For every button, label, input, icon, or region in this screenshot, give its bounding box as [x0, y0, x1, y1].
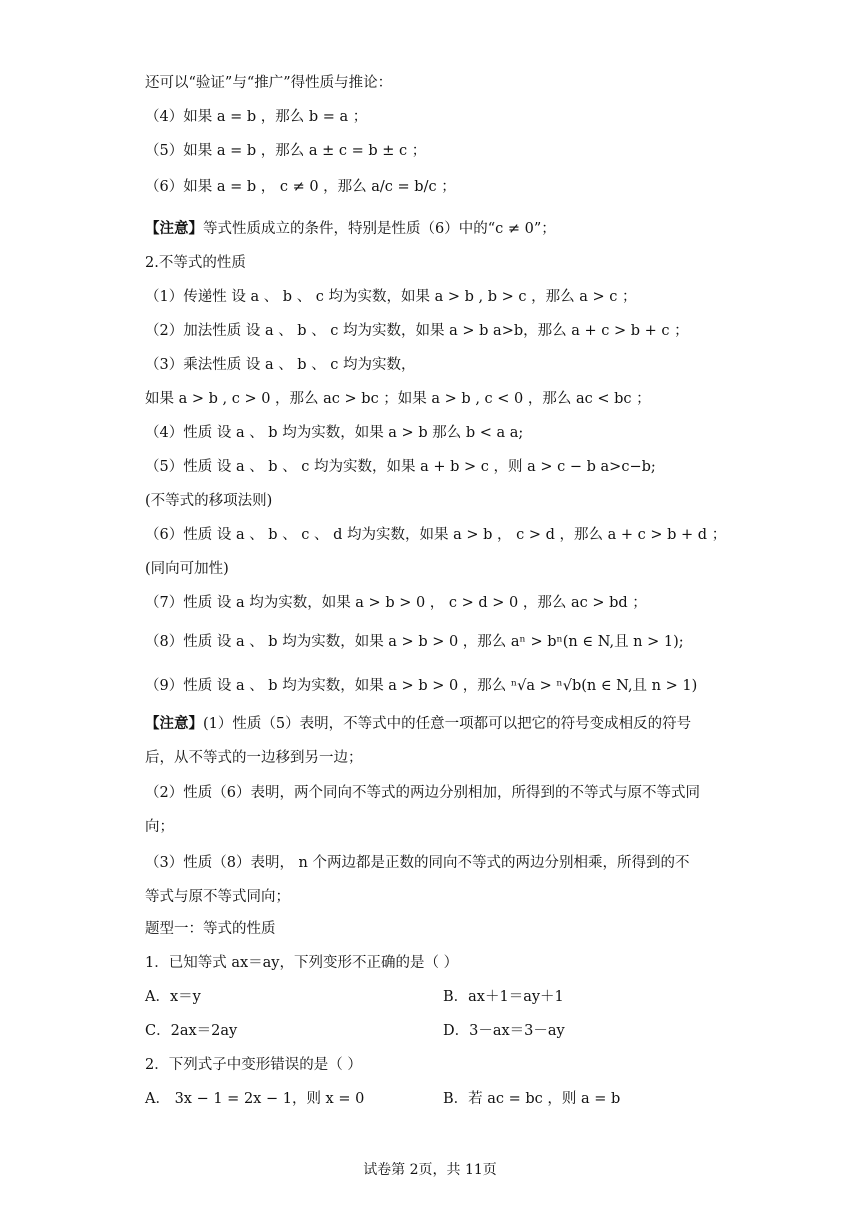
note-2-line-5: （3）性质（8）表明， n 个两边都是正数的同向不等式的两边分别相乘，所得到的不: [145, 855, 690, 871]
page-footer: 试卷第 2页，共 11页: [363, 1162, 497, 1178]
ineq-property-8: （8）性质 设 a 、 b 均为实数，如果 a > b > 0 ，那么 aⁿ > bⁿ(n ∈ N,且 n > 1);: [145, 634, 684, 650]
question-2-option-b: B．若 ac = bc ，则 a = b: [443, 1091, 621, 1107]
note-2-line-4: 向；: [145, 819, 174, 835]
note-1: [145, 219, 556, 239]
ineq-property-1: （1）传递性 设 a 、 b 、 c 均为实数，如果 a > b , b > c ，那么 a > c ；: [145, 289, 637, 305]
ineq-property-7: （7）性质 设 a 均为实数，如果 a > b > 0 ， c > d > 0 ，那么 ac > bd ；: [145, 595, 647, 611]
question-1-option-a: A．x＝y: [145, 989, 201, 1005]
ineq-property-3-detail: 如果 a > b , c > 0 ，那么 ac > bc ；如果 a > b , c < 0 ，那么 ac < bc ；: [145, 391, 651, 407]
question-type-heading: 题型一：等式的性质: [145, 921, 276, 937]
question-2: 2．下列式子中变形错误的是（ ）: [145, 1057, 362, 1073]
ineq-property-9: （9）性质 设 a 、 b 均为实数，如果 a > b > 0 ，那么 ⁿ√a > ⁿ√b(n ∈ N,且 n > 1): [145, 678, 698, 694]
note-1-tag: 【注意】: [145, 220, 203, 237]
ineq-property-5-note: (不等式的移项法则): [145, 493, 273, 509]
intro-line: 还可以“验证”与“推广”得性质与推论：: [145, 75, 393, 91]
note-2-tag: 【注意】: [145, 715, 203, 732]
question-1-option-d: D．3－ax＝3－ay: [443, 1023, 565, 1039]
note-2-line-6: 等式与原不等式同向；: [145, 889, 290, 905]
ineq-property-5: （5）性质 设 a 、 b 、 c 均为实数，如果 a + b > c ，则 a > c − b a>c−b;: [145, 459, 656, 475]
ineq-property-6-note: (同向可加性): [145, 561, 229, 577]
question-1-option-b: B．ax＋1＝ay＋1: [443, 989, 564, 1005]
note-1-text: 等式性质成立的条件，特别是性质（6）中的“c ≠ 0”；: [203, 221, 556, 237]
question-1-option-c: C．2ax＝2ay: [145, 1023, 238, 1039]
property-4: （4）如果 a = b ，那么 b = a ；: [145, 109, 368, 125]
note-2-line-3: （2）性质（6）表明，两个同向不等式的两边分别相加，所得到的不等式与原不等式同: [145, 785, 700, 801]
ineq-property-4: （4）性质 设 a 、 b 均为实数，如果 a > b 那么 b < a a;: [145, 425, 524, 441]
note-2-line-2: 后，从不等式的一边移到另一边；: [145, 750, 363, 766]
section-heading-inequality: 2.不等式的性质: [145, 255, 246, 271]
question-1: 1．已知等式 ax＝ay，下列变形不正确的是（ ）: [145, 955, 459, 971]
ineq-property-6: （6）性质 设 a 、 b 、 c 、 d 均为实数，如果 a > b ， c > d ，那么 a + c > b + d ；: [145, 527, 727, 543]
ineq-property-2: （2）加法性质 设 a 、 b 、 c 均为实数，如果 a > b a>b，那么 a + c > b + c ；: [145, 323, 689, 339]
property-5: （5）如果 a = b ，那么 a ± c = b ± c ；: [145, 143, 427, 159]
ineq-property-3: （3）乘法性质 设 a 、 b 、 c 均为实数，: [145, 357, 416, 373]
question-2-option-a: A． 3x − 1 = 2x − 1，则 x = 0: [145, 1091, 365, 1107]
note-2-line-1: [145, 714, 691, 734]
note-2-text-1: (1）性质（5）表明，不等式中的任意一项都可以把它的符号变成相反的符号: [203, 716, 692, 732]
property-6: （6）如果 a = b ， c ≠ 0 ，那么 a/c = b/c ；: [145, 179, 456, 195]
